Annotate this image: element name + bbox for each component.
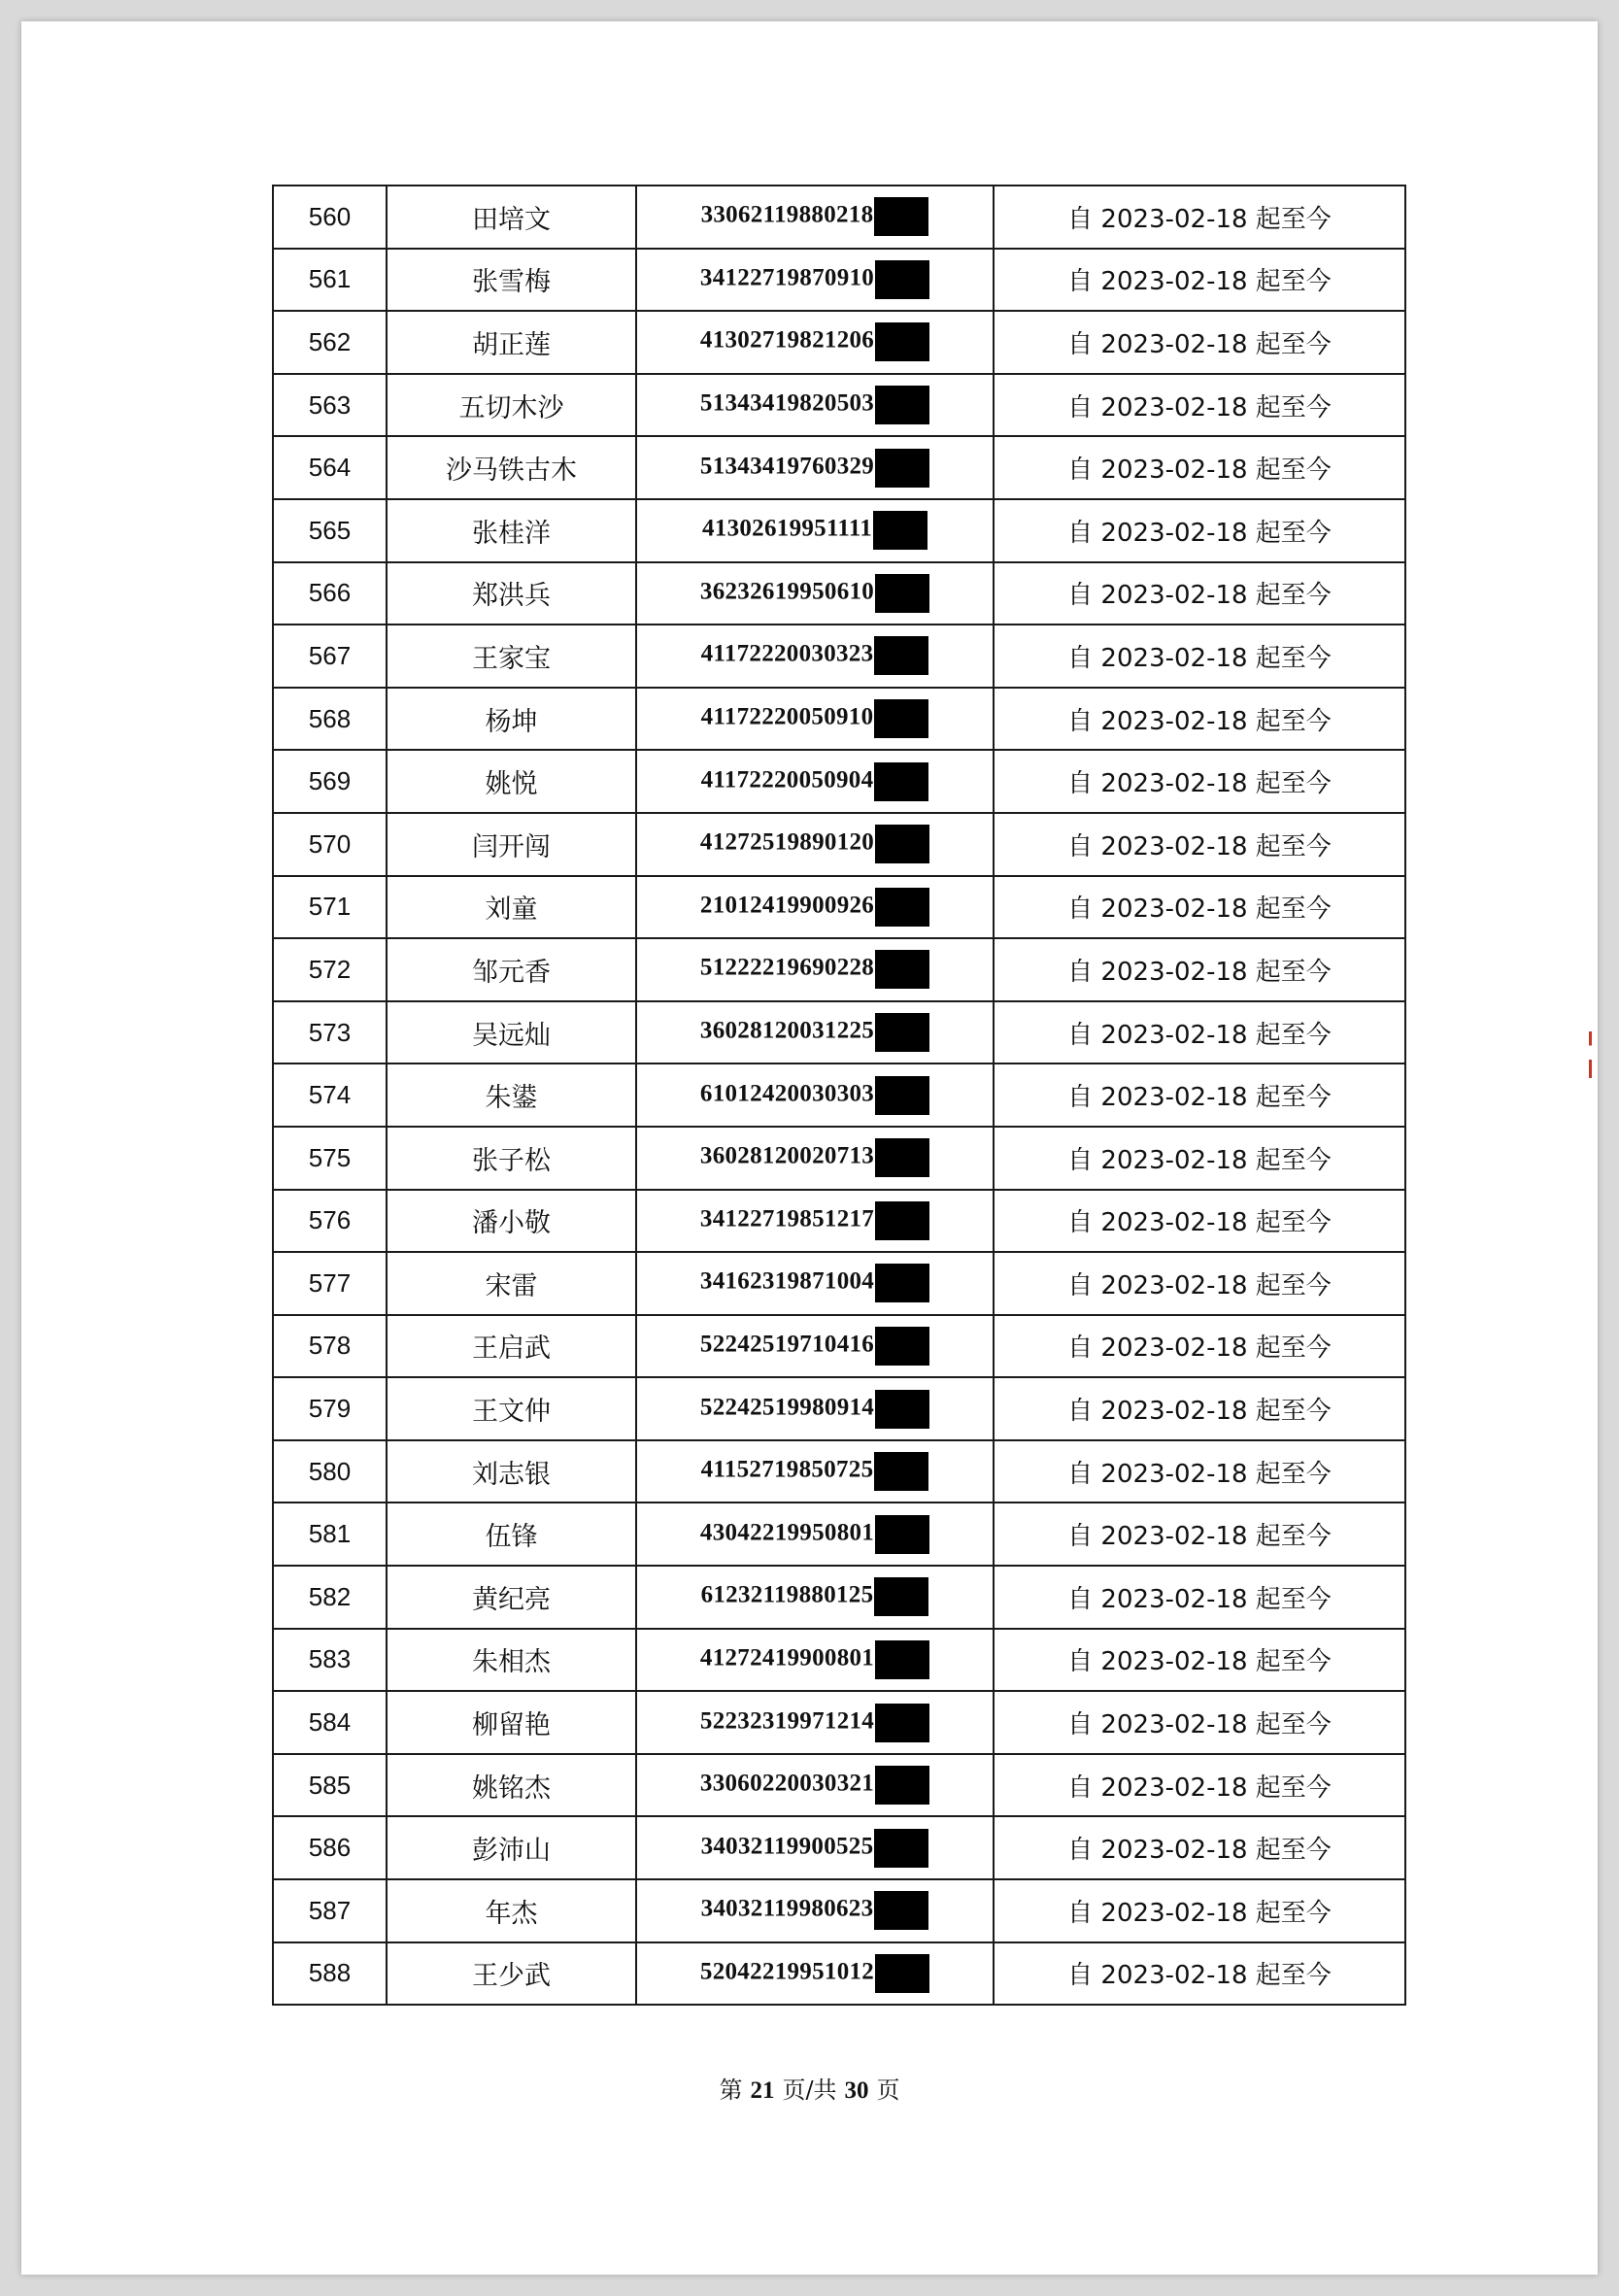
id-number-visible: 34032119980623 — [700, 1896, 874, 1923]
period-cell: 自 2023-02-18 起至今 — [994, 1252, 1405, 1315]
row-number-cell: 587 — [273, 1879, 387, 1942]
table-row — [273, 1879, 1405, 1942]
row-number-cell: 564 — [273, 436, 387, 499]
name-cell: 王文仲 — [387, 1377, 636, 1440]
table-row — [273, 1127, 1405, 1190]
id-number-cell — [636, 311, 994, 374]
redaction-box — [875, 1515, 929, 1554]
id-number-visible: 36232619950610 — [699, 578, 875, 605]
row-number-cell: 566 — [273, 562, 387, 625]
period-cell: 自 2023-02-18 起至今 — [994, 1503, 1405, 1566]
id-number-visible: 51343419820503 — [699, 389, 875, 417]
roster-table-body — [273, 186, 1405, 2005]
id-number-visible: 34122719851217 — [699, 1205, 875, 1232]
row-number-cell: 579 — [273, 1377, 387, 1440]
redaction-box — [874, 1452, 928, 1491]
table-row — [273, 1503, 1405, 1566]
row-number-cell: 573 — [273, 1001, 387, 1064]
row-number-cell: 584 — [273, 1691, 387, 1754]
id-number-cell — [636, 1566, 994, 1629]
footer-page-number: 21 — [750, 2077, 775, 2104]
table-row — [273, 1816, 1405, 1879]
name-cell: 潘小敬 — [387, 1190, 636, 1253]
redaction-box — [875, 825, 929, 863]
id-number-visible: 41172220030323 — [700, 641, 874, 668]
id-number-visible: 33062119880218 — [700, 202, 874, 229]
redaction-box — [875, 1390, 929, 1429]
document-page — [21, 21, 1598, 2275]
id-number-cell — [636, 876, 994, 939]
id-number-visible: 51343419760329 — [699, 453, 875, 480]
table-row — [273, 436, 1405, 499]
row-number-cell: 569 — [273, 750, 387, 813]
name-cell: 郑洪兵 — [387, 562, 636, 625]
id-number-visible: 34032119900525 — [700, 1833, 874, 1860]
id-number-cell — [636, 1190, 994, 1253]
id-number-visible: 52242519980914 — [699, 1394, 875, 1421]
id-number-cell — [636, 1816, 994, 1879]
id-number-visible: 34122719870910 — [699, 264, 875, 291]
table-row — [273, 374, 1405, 437]
row-number-cell: 583 — [273, 1629, 387, 1692]
id-number-cell — [636, 374, 994, 437]
table-row — [273, 1942, 1405, 2006]
row-number-cell: 586 — [273, 1816, 387, 1879]
table-row — [273, 1377, 1405, 1440]
period-cell: 自 2023-02-18 起至今 — [994, 1001, 1405, 1064]
name-cell: 王家宝 — [387, 625, 636, 688]
id-number-visible: 41302719821206 — [699, 327, 875, 355]
id-number-cell — [636, 1001, 994, 1064]
period-cell: 自 2023-02-18 起至今 — [994, 1816, 1405, 1879]
period-cell: 自 2023-02-18 起至今 — [994, 1315, 1405, 1378]
table-row — [273, 688, 1405, 751]
footer-total-pages: 30 — [844, 2077, 869, 2104]
id-number-visible: 61232119880125 — [700, 1582, 874, 1609]
table-row — [273, 813, 1405, 876]
footer-middle: 页/共 — [782, 2077, 837, 2104]
row-number-cell: 570 — [273, 813, 387, 876]
id-number-cell — [636, 813, 994, 876]
row-number-cell: 578 — [273, 1315, 387, 1378]
id-number-cell — [636, 1252, 994, 1315]
table-row — [273, 938, 1405, 1001]
id-number-visible: 36028120031225 — [699, 1017, 875, 1044]
redaction-box — [874, 636, 928, 675]
id-number-cell — [636, 1629, 994, 1692]
row-number-cell: 577 — [273, 1252, 387, 1315]
period-cell: 自 2023-02-18 起至今 — [994, 813, 1405, 876]
redaction-box — [875, 1327, 929, 1366]
name-cell: 伍锋 — [387, 1503, 636, 1566]
id-number-visible: 43042219950801 — [699, 1519, 875, 1546]
id-number-visible: 61012420030303 — [699, 1080, 875, 1107]
id-number-cell — [636, 938, 994, 1001]
table-row — [273, 1190, 1405, 1253]
table-row — [273, 1754, 1405, 1817]
period-cell: 自 2023-02-18 起至今 — [994, 1629, 1405, 1692]
period-cell: 自 2023-02-18 起至今 — [994, 876, 1405, 939]
row-number-cell: 561 — [273, 249, 387, 312]
row-number-cell: 588 — [273, 1942, 387, 2006]
name-cell: 王少武 — [387, 1942, 636, 2006]
redaction-box — [875, 1013, 929, 1052]
id-number-visible: 41302619951111 — [701, 516, 873, 542]
name-cell: 朱鍙 — [387, 1064, 636, 1127]
redaction-box — [875, 888, 929, 927]
period-cell: 自 2023-02-18 起至今 — [994, 1377, 1405, 1440]
name-cell: 年杰 — [387, 1879, 636, 1942]
redaction-box — [875, 260, 929, 299]
name-cell: 姚铭杰 — [387, 1754, 636, 1817]
redaction-box — [874, 1577, 928, 1616]
redaction-box — [875, 1766, 929, 1805]
id-number-cell — [636, 249, 994, 312]
period-cell: 自 2023-02-18 起至今 — [994, 1566, 1405, 1629]
redaction-box — [875, 574, 929, 613]
id-number-visible: 41172220050910 — [700, 703, 874, 730]
redaction-box — [875, 386, 929, 424]
table-row — [273, 1001, 1405, 1064]
name-cell: 刘志银 — [387, 1440, 636, 1503]
redaction-box — [875, 1201, 929, 1240]
row-number-cell: 562 — [273, 311, 387, 374]
name-cell: 胡正莲 — [387, 311, 636, 374]
name-cell: 张桂洋 — [387, 499, 636, 562]
id-number-cell — [636, 186, 994, 249]
period-cell: 自 2023-02-18 起至今 — [994, 1754, 1405, 1817]
period-cell: 自 2023-02-18 起至今 — [994, 1691, 1405, 1754]
table-row — [273, 1252, 1405, 1315]
name-cell: 沙马铁古木 — [387, 436, 636, 499]
name-cell: 朱相杰 — [387, 1629, 636, 1692]
name-cell: 姚悦 — [387, 750, 636, 813]
table-row — [273, 1629, 1405, 1692]
id-number-visible: 34162319871004 — [699, 1268, 875, 1296]
row-number-cell: 567 — [273, 625, 387, 688]
table-row — [273, 311, 1405, 374]
id-number-visible: 41272419900801 — [699, 1644, 875, 1671]
id-number-cell — [636, 1127, 994, 1190]
name-cell: 邹元香 — [387, 938, 636, 1001]
row-number-cell: 572 — [273, 938, 387, 1001]
redaction-box — [875, 1076, 929, 1115]
row-number-cell: 575 — [273, 1127, 387, 1190]
id-number-cell — [636, 436, 994, 499]
period-cell: 自 2023-02-18 起至今 — [994, 688, 1405, 751]
row-number-cell: 565 — [273, 499, 387, 562]
row-number-cell: 574 — [273, 1064, 387, 1127]
table-row — [273, 1064, 1405, 1127]
id-number-cell — [636, 750, 994, 813]
table-row — [273, 876, 1405, 939]
id-number-visible: 52232319971214 — [699, 1707, 875, 1735]
name-cell: 黄纪亮 — [387, 1566, 636, 1629]
page-footer — [21, 2071, 1598, 2105]
edge-ink-mark — [1589, 1031, 1592, 1078]
row-number-cell: 585 — [273, 1754, 387, 1817]
id-number-visible: 36028120020713 — [699, 1142, 875, 1169]
period-cell: 自 2023-02-18 起至今 — [994, 750, 1405, 813]
id-number-visible: 41172220050904 — [700, 766, 874, 793]
id-number-cell — [636, 1064, 994, 1127]
id-number-visible: 41272519890120 — [699, 828, 875, 856]
id-number-cell — [636, 1754, 994, 1817]
id-number-visible: 52042219951012 — [699, 1958, 875, 1985]
redaction-box — [874, 197, 928, 236]
name-cell: 张雪梅 — [387, 249, 636, 312]
row-number-cell: 581 — [273, 1503, 387, 1566]
table-row — [273, 1440, 1405, 1503]
table-row — [273, 1315, 1405, 1378]
redaction-box — [874, 699, 928, 738]
id-number-visible: 21012419900926 — [699, 892, 875, 919]
row-number-cell: 580 — [273, 1440, 387, 1503]
id-number-visible: 41152719850725 — [700, 1456, 874, 1483]
id-number-cell — [636, 499, 994, 562]
redaction-box — [875, 1640, 929, 1679]
name-cell: 闫开闯 — [387, 813, 636, 876]
period-cell: 自 2023-02-18 起至今 — [994, 562, 1405, 625]
row-number-cell: 582 — [273, 1566, 387, 1629]
redaction-box — [874, 1891, 928, 1930]
row-number-cell: 568 — [273, 688, 387, 751]
row-number-cell: 576 — [273, 1190, 387, 1253]
period-cell: 自 2023-02-18 起至今 — [994, 1440, 1405, 1503]
roster-table — [272, 185, 1406, 2006]
id-number-cell — [636, 688, 994, 751]
id-number-visible: 51222219690228 — [699, 955, 875, 982]
table-row — [273, 186, 1405, 249]
table-row — [273, 249, 1405, 312]
id-number-cell — [636, 562, 994, 625]
footer-prefix: 第 — [719, 2077, 743, 2104]
redaction-box — [875, 449, 929, 488]
table-row — [273, 625, 1405, 688]
name-cell: 王启武 — [387, 1315, 636, 1378]
id-number-cell — [636, 1315, 994, 1378]
id-number-cell — [636, 625, 994, 688]
period-cell: 自 2023-02-18 起至今 — [994, 1190, 1405, 1253]
id-number-cell — [636, 1879, 994, 1942]
name-cell: 刘童 — [387, 876, 636, 939]
name-cell: 柳留艳 — [387, 1691, 636, 1754]
name-cell: 吴远灿 — [387, 1001, 636, 1064]
id-number-visible: 52242519710416 — [699, 1331, 875, 1358]
name-cell: 五切木沙 — [387, 374, 636, 437]
period-cell: 自 2023-02-18 起至今 — [994, 436, 1405, 499]
period-cell: 自 2023-02-18 起至今 — [994, 1879, 1405, 1942]
period-cell: 自 2023-02-18 起至今 — [994, 1064, 1405, 1127]
name-cell: 彭沛山 — [387, 1816, 636, 1879]
row-number-cell: 560 — [273, 186, 387, 249]
row-number-cell: 571 — [273, 876, 387, 939]
redaction-box — [875, 322, 929, 361]
table-row — [273, 750, 1405, 813]
period-cell: 自 2023-02-18 起至今 — [994, 1942, 1405, 2006]
period-cell: 自 2023-02-18 起至今 — [994, 625, 1405, 688]
name-cell: 宋雷 — [387, 1252, 636, 1315]
name-cell: 张子松 — [387, 1127, 636, 1190]
redaction-box — [873, 511, 928, 550]
footer-suffix: 页 — [876, 2077, 900, 2104]
redaction-box — [874, 1829, 928, 1868]
id-number-cell — [636, 1503, 994, 1566]
period-cell: 自 2023-02-18 起至今 — [994, 1127, 1405, 1190]
row-number-cell: 563 — [273, 374, 387, 437]
redaction-box — [875, 1704, 929, 1742]
redaction-box — [875, 1138, 929, 1177]
redaction-box — [874, 762, 928, 801]
name-cell: 杨坤 — [387, 688, 636, 751]
period-cell: 自 2023-02-18 起至今 — [994, 374, 1405, 437]
table-row — [273, 499, 1405, 562]
period-cell: 自 2023-02-18 起至今 — [994, 499, 1405, 562]
id-number-visible: 33060220030321 — [699, 1770, 875, 1797]
table-row — [273, 1566, 1405, 1629]
id-number-cell — [636, 1691, 994, 1754]
id-number-cell — [636, 1942, 994, 2006]
table-row — [273, 1691, 1405, 1754]
period-cell: 自 2023-02-18 起至今 — [994, 311, 1405, 374]
name-cell: 田培文 — [387, 186, 636, 249]
table-row — [273, 562, 1405, 625]
id-number-cell — [636, 1377, 994, 1440]
period-cell: 自 2023-02-18 起至今 — [994, 186, 1405, 249]
redaction-box — [875, 950, 929, 989]
period-cell: 自 2023-02-18 起至今 — [994, 938, 1405, 1001]
redaction-box — [875, 1264, 929, 1302]
id-number-cell — [636, 1440, 994, 1503]
period-cell: 自 2023-02-18 起至今 — [994, 249, 1405, 312]
redaction-box — [875, 1954, 929, 1993]
